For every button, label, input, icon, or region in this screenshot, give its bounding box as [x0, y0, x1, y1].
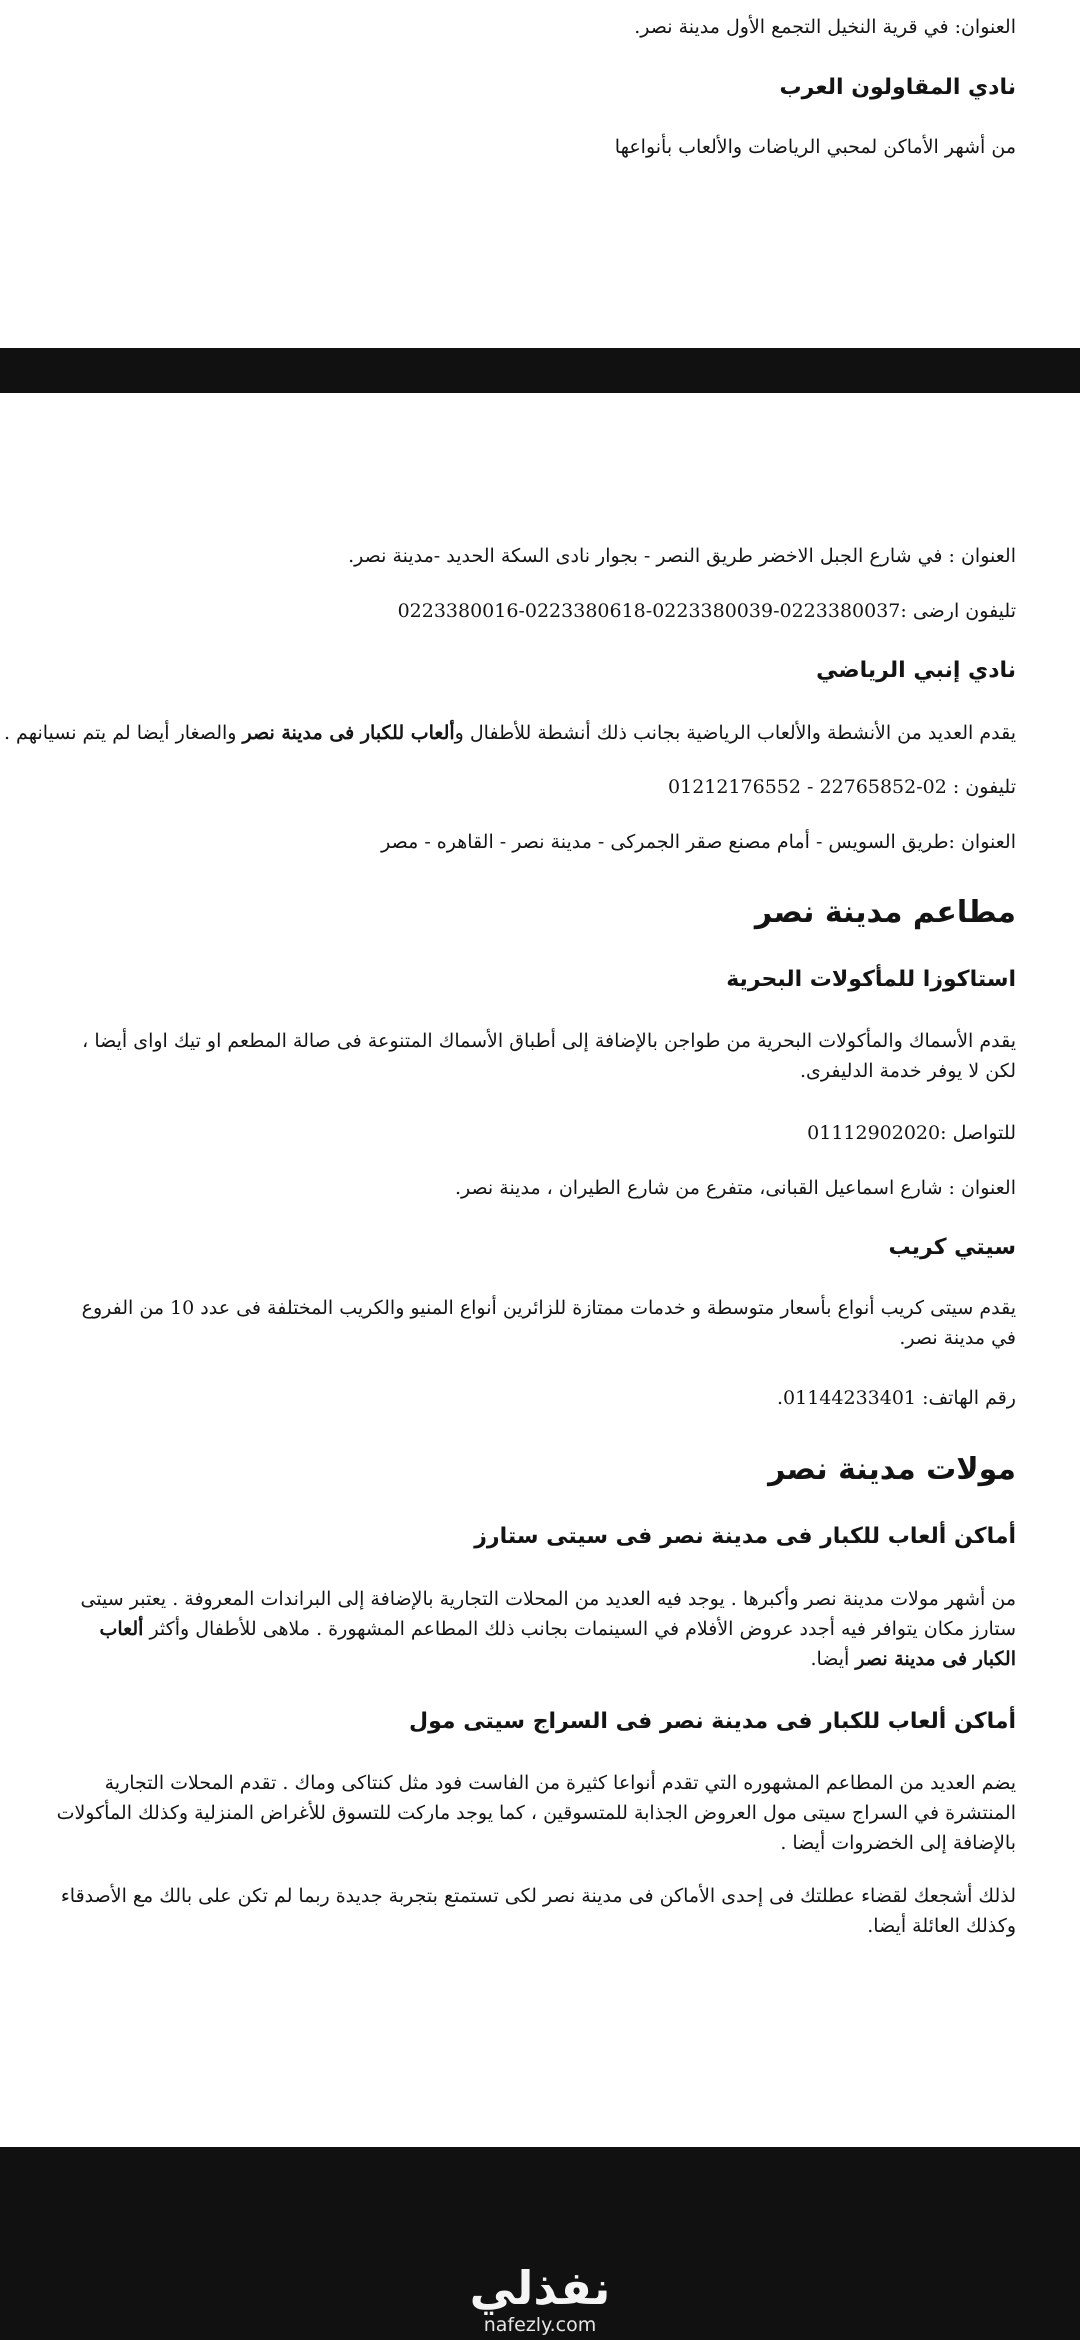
- closing-paragraph: لذلك أشجعك لقضاء عطلتك فى إحدى الأماكن فى مدينة نصر لكى تستمتع بتجربة جديدة ربما لم تكن على بالك مع الأصدقاء وكذلك العائلة أيضا.: [60, 1885, 1016, 1937]
- document-page-2: [0, 393, 1080, 2147]
- city-stars-description: من أشهر مولات مدينة نصر وأكبرها . يوجد فيه العديد من المحلات التجارية بالإضافة إلى البراندات المعروفة . يعتبر سيتى ستارز مكان يتوافر فيه أجدد عروض الأفلام في السينمات بجانب ذلك المطاعم المشهورة . ملاهى للأطفال وأكثر ألعاب الكبار فى مدينة نصر أيضا.: [80, 1588, 1016, 1670]
- serag-description: يضم العديد من المطاعم المشهوره التي تقدم أنواعا كثيرة من الفاست فود مثل كنتاكى وماك . تقدم المحلات التجارية المنتشرة في السراج سيتى مول العروض الجذابة للمتسوقين ، كما يوجد ماركت للتسوق للأغراض المنزلية وكذلك المأكولات بالإضافة إلى الخضروات أيضا .: [56, 1772, 1016, 1854]
- enppi-phone: تليفون : 02-22765852 - 01212176552: [668, 776, 1016, 798]
- mall-title-city-stars: أماكن ألعاب للكبار فى مدينة نصر فى سيتى ستارز: [474, 1524, 1016, 1549]
- city-crepe-phone: رقم الهاتف: 01144233401.: [777, 1387, 1016, 1409]
- phone-line: تليفون ارضى :0223380037-0223380039-0223380618-0223380016: [397, 600, 1016, 622]
- city-crepe-description: يقدم سيتى كريب أنواع بأسعار متوسطة و خدمات ممتازة للزائرين أنواع المنيو والكريب المختلفة فى عدد 10 من الفروع في مدينة نصر.: [81, 1297, 1016, 1349]
- club-title-enppi: نادي إنبي الرياضي: [816, 658, 1016, 683]
- mall-title-serag: أماكن ألعاب للكبار فى مدينة نصر فى السراج سيتى مول: [409, 1709, 1016, 1734]
- address-line: العنوان : في شارع الجبل الاخضر طريق النصر - بجوار نادى السكة الحديد -مدينة نصر.: [348, 545, 1016, 567]
- club-description: من أشهر الأماكن لمحبي الرياضات والألعاب بأنواعها: [614, 136, 1016, 158]
- astakoza-description: يقدم الأسماك والمأكولات البحرية من طواجن بالإضافة إلى أطباق الأسماك المتنوعة فى صالة المطعم او تيك اواى أيضا ، لكن لا يوفر خدمة الدليفرى.: [82, 1030, 1016, 1082]
- enppi-description: يقدم العديد من الأنشطة والألعاب الرياضية بجانب ذلك أنشطة للأطفال وألعاب للكبار فى مدينة نصر والصغار أيضا لم يتم نسيانهم .: [3, 722, 1016, 744]
- enppi-address: العنوان :طريق السويس - أمام مصنع صقر الجمركى - مدينة نصر - القاهره - مصر: [381, 831, 1016, 853]
- document-page-1: [0, 0, 1080, 348]
- nafezly-logo: نفذلي: [469, 2261, 611, 2315]
- section-heading-restaurants: مطاعم مدينة نصر: [754, 895, 1016, 930]
- club-title-arab-contractors: نادي المقاولون العرب: [779, 75, 1016, 100]
- astakoza-address: العنوان : شارع اسماعيل القبانى، متفرع من شارع الطيران ، مدينة نصر.: [454, 1177, 1016, 1199]
- section-heading-malls: مولات مدينة نصر: [768, 1452, 1016, 1487]
- address-line: العنوان: في قرية النخيل التجمع الأول مدينة نصر.: [634, 16, 1016, 38]
- restaurant-title-city-crepe: سيتي كريب: [888, 1235, 1016, 1260]
- astakoza-contact: للتواصل :01112902020: [807, 1122, 1016, 1144]
- page-divider: [0, 348, 1080, 393]
- nafezly-url: nafezly.com: [483, 2314, 597, 2336]
- restaurant-title-astakoza: استاكوزا للمأكولات البحرية: [726, 967, 1016, 992]
